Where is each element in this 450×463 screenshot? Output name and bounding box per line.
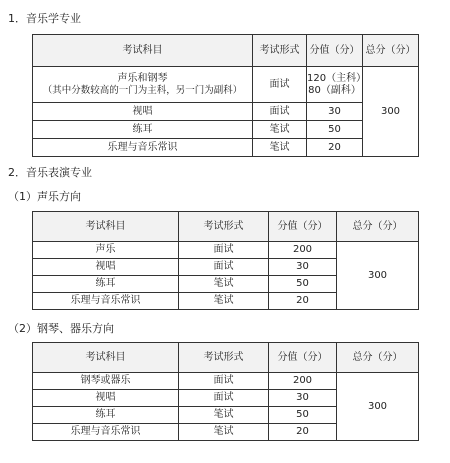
header-score: 分值（分）	[269, 212, 337, 242]
subject-cell: 练耳	[33, 276, 179, 293]
form-cell: 面试	[253, 67, 307, 103]
subject-cell: 练耳	[33, 121, 253, 139]
form-cell: 面试	[179, 259, 269, 276]
header-total: 总分（分）	[363, 35, 419, 67]
table-row	[33, 373, 419, 390]
form-cell: 笔试	[179, 424, 269, 441]
subject-cell: 乐理与音乐常识	[33, 139, 253, 157]
subsection-piano-title: （2）钢琴、器乐方向	[8, 322, 114, 335]
table-row	[33, 121, 419, 139]
form-cell: 面试	[253, 103, 307, 121]
table-row	[33, 103, 419, 121]
subject-cell	[33, 67, 253, 103]
subject-cell: 声乐	[33, 242, 179, 259]
score-minor: 80（副科）	[308, 84, 361, 96]
score-cell: 20	[307, 139, 363, 157]
subject-cell: 视唱	[33, 103, 253, 121]
subject-cell: 视唱	[33, 390, 179, 407]
header-score: 分值（分）	[269, 343, 337, 373]
header-subject: 考试科目	[33, 35, 253, 67]
score-cell: 50	[269, 276, 337, 293]
subject-cell: 钢琴或器乐	[33, 373, 179, 390]
header-score: 分值（分）	[307, 35, 363, 67]
table-header-row	[33, 343, 419, 373]
table-music-studies	[32, 34, 419, 157]
score-major: 120（主科）	[307, 72, 367, 84]
form-cell: 笔试	[253, 139, 307, 157]
header-total: 总分（分）	[337, 212, 419, 242]
subject-name: 声乐和钢琴	[117, 72, 168, 84]
form-cell: 笔试	[179, 293, 269, 310]
section-2-title: 2．音乐表演专业	[8, 166, 92, 179]
score-cell: 30	[269, 259, 337, 276]
form-cell: 笔试	[179, 407, 269, 424]
table-row	[33, 242, 419, 259]
header-subject: 考试科目	[33, 343, 179, 373]
table-header-row	[33, 212, 419, 242]
section-1-title: 1．音乐学专业	[8, 12, 81, 25]
form-cell: 笔试	[179, 276, 269, 293]
table-row	[33, 139, 419, 157]
header-form: 考试形式	[253, 35, 307, 67]
score-cell: 30	[307, 103, 363, 121]
score-cell: 50	[307, 121, 363, 139]
score-cell: 200	[269, 373, 337, 390]
header-form: 考试形式	[179, 343, 269, 373]
header-subject: 考试科目	[33, 212, 179, 242]
form-cell: 面试	[179, 242, 269, 259]
subject-note: （其中分数较高的一门为主科，另一门为副科）	[42, 84, 243, 96]
score-cell: 50	[269, 407, 337, 424]
table-piano-instrument	[32, 342, 419, 441]
score-cell: 20	[269, 424, 337, 441]
table-row	[33, 67, 419, 103]
header-form: 考试形式	[179, 212, 269, 242]
score-cell: 30	[269, 390, 337, 407]
form-cell: 面试	[179, 373, 269, 390]
table-vocal	[32, 211, 419, 310]
score-cell: 200	[269, 242, 337, 259]
table-header-row	[33, 35, 419, 67]
subject-cell: 乐理与音乐常识	[33, 293, 179, 310]
total-cell: 300	[337, 373, 419, 441]
form-cell: 面试	[179, 390, 269, 407]
total-cell: 300	[337, 242, 419, 310]
header-total: 总分（分）	[337, 343, 419, 373]
total-cell: 300	[363, 67, 419, 157]
subsection-vocal-title: （1）声乐方向	[8, 190, 81, 203]
subject-cell: 练耳	[33, 407, 179, 424]
score-cell	[307, 67, 367, 103]
form-cell: 笔试	[253, 121, 307, 139]
subject-cell: 乐理与音乐常识	[33, 424, 179, 441]
score-cell: 20	[269, 293, 337, 310]
subject-cell: 视唱	[33, 259, 179, 276]
